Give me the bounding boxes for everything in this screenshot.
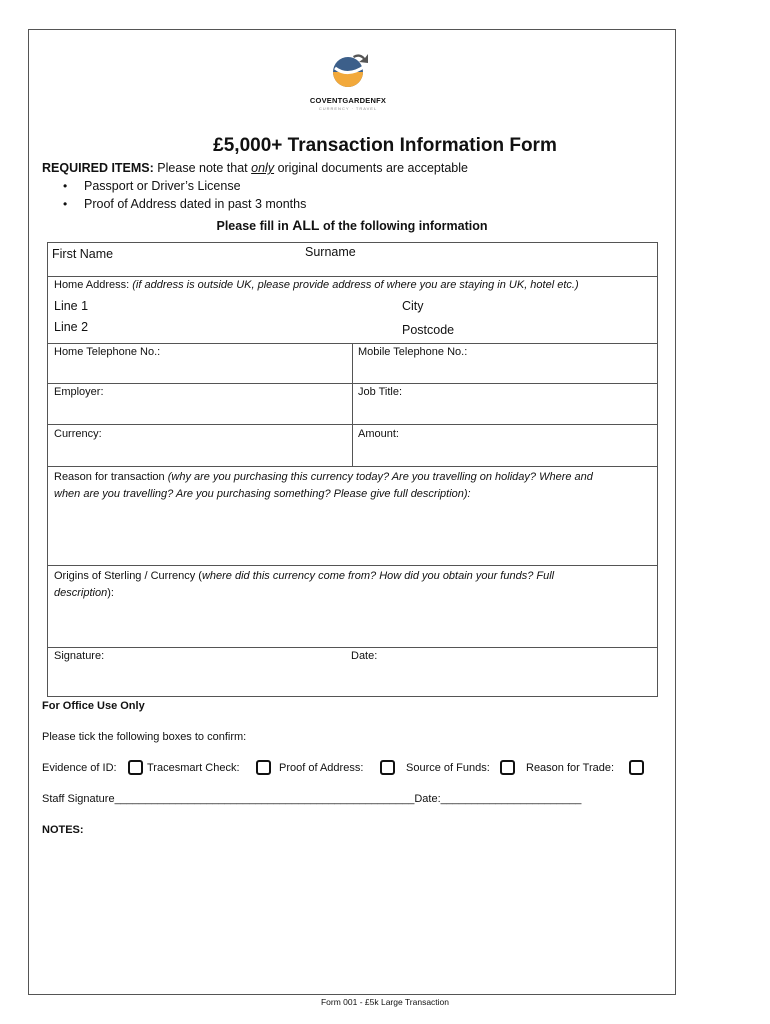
divider	[48, 466, 657, 467]
first-name-field[interactable]: First Name	[52, 247, 114, 261]
date-field[interactable]: Date:	[351, 650, 378, 662]
checkbox-tracesmart[interactable]	[256, 760, 271, 775]
page-title: £5,000+ Transaction Information Form	[213, 135, 557, 156]
staff-signature-line[interactable]: Staff Signature_________________________________________________Date:_______________________	[42, 793, 582, 805]
surname-field[interactable]: Surname	[305, 245, 356, 259]
required-item-address: Proof of Address dated in past 3 months	[84, 197, 307, 211]
check-label-evidence-id: Evidence of ID:	[42, 762, 117, 774]
reason-label: Reason for transaction	[54, 471, 165, 483]
instruction-emphasis: ALL	[292, 217, 320, 233]
currency-field[interactable]: Currency:	[54, 428, 102, 440]
home-address-note: (if address is outside UK, please provide address of where you are staying in UK, hotel etc.)	[132, 279, 579, 291]
origins-label: Origins of Sterling / Currency (	[54, 570, 202, 582]
origins-end: ):	[107, 587, 114, 599]
required-text-after: original documents are acceptable	[277, 161, 468, 175]
footer-form-id: Form 001 - £5k Large Transaction	[320, 997, 450, 1007]
bullet-dot: •	[63, 197, 68, 211]
postcode-field[interactable]: Postcode	[402, 323, 455, 337]
required-emphasis: only	[251, 161, 275, 175]
checkbox-evidence-id[interactable]	[128, 760, 143, 775]
instruction-before: Please fill in	[216, 219, 289, 233]
office-instruction: Please tick the following boxes to confirm:	[42, 731, 247, 743]
checkbox-proof-address[interactable]	[380, 760, 395, 775]
mobile-telephone-field[interactable]: Mobile Telephone No.:	[358, 346, 468, 358]
home-telephone-field[interactable]: Home Telephone No.:	[54, 346, 161, 358]
home-address-label	[54, 279, 579, 291]
address-line2-field[interactable]: Line 2	[54, 320, 89, 334]
required-items-line	[42, 161, 468, 175]
city-field[interactable]: City	[402, 299, 424, 313]
divider	[48, 565, 657, 566]
home-address-title: Home Address:	[54, 279, 130, 291]
check-label-tracesmart: Tracesmart Check:	[147, 762, 240, 774]
job-title-field[interactable]: Job Title:	[358, 386, 403, 398]
divider	[48, 647, 657, 648]
origins-note-line1: where did this currency come from? How did you obtain your funds? Full	[201, 570, 555, 582]
required-text-before: Please note that	[157, 161, 248, 175]
check-label-proof-address: Proof of Address:	[279, 762, 364, 774]
instruction-after: of the following information	[322, 219, 488, 233]
reason-note-line1: (why are you purchasing this currency today? Are you travelling on holiday? Where and	[167, 471, 593, 483]
bullet-dot: •	[63, 179, 68, 193]
check-label-source-funds: Source of Funds:	[406, 762, 490, 774]
logo-text: COVENTGARDENFX	[309, 96, 387, 105]
reason-field[interactable]	[54, 469, 654, 503]
signature-field[interactable]: Signature:	[54, 650, 105, 662]
notes-label: NOTES:	[42, 824, 84, 836]
origins-field[interactable]	[54, 568, 654, 602]
checkbox-reason-trade[interactable]	[629, 760, 644, 775]
office-use-heading: For Office Use Only	[42, 700, 145, 712]
column-divider	[352, 343, 353, 466]
logo-subtext: CURRENCY · TRAVEL	[318, 106, 378, 111]
check-label-reason-trade: Reason for Trade:	[526, 762, 615, 774]
divider	[48, 276, 657, 277]
reason-note-line2: when are you travelling? Are you purchasing something? Please give full description):	[54, 488, 471, 500]
fill-instruction	[0, 217, 704, 233]
amount-field[interactable]: Amount:	[358, 428, 399, 440]
address-line1-field[interactable]: Line 1	[54, 299, 89, 313]
origins-note-line2: description	[54, 587, 108, 599]
required-item-passport: Passport or Driver’s License	[84, 179, 241, 193]
checkbox-source-funds[interactable]	[500, 760, 515, 775]
employer-field[interactable]: Employer:	[54, 386, 104, 398]
required-items-label: REQUIRED ITEMS:	[42, 161, 154, 175]
